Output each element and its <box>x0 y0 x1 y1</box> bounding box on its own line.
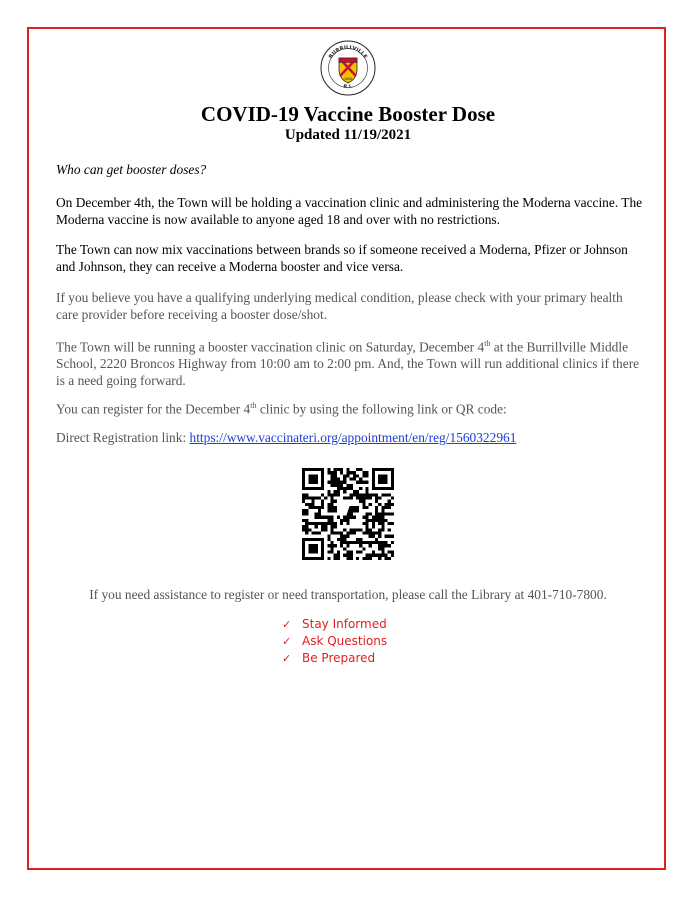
checkmark-icon: ✓ <box>282 618 292 631</box>
checkmark-icon: ✓ <box>282 652 292 665</box>
town-seal-icon <box>320 40 376 96</box>
checklist-item <box>282 633 387 650</box>
clinic-text-start: The Town will be running a booster vaccination clinic on Saturday, December 4 <box>56 339 485 355</box>
checklist-label: Be Prepared <box>302 651 376 665</box>
checklist-label: Ask Questions <box>302 634 388 648</box>
register-date-suffix: th <box>250 401 257 410</box>
clinic-text-end: at the Burrillville Middle School, 2220 Broncos Highway from 10:00 am to 2:00 pm. And, the Town will run additional clinics if there is a need going forward. <box>56 339 640 389</box>
dinosaur-icon <box>337 503 362 528</box>
paragraph-mix-brands: The Town can now mix vaccinations between brands so if someone received a Moderna, Pfizer or Johnson and Johnson, they can receive a Moderna booster and vice versa. <box>56 242 628 274</box>
register-text-start: You can register for the December 4 <box>56 401 251 417</box>
paragraph-clinic: On December 4th, the Town will be holding a vaccination clinic and administering the Moderna vaccine. The Moderna vaccine is now available to anyone aged 18 and over with no restrictions. <box>56 195 643 227</box>
checklist-label: Stay Informed <box>302 617 387 631</box>
clinic-date-suffix: th <box>484 339 491 348</box>
checklist-item <box>282 616 387 633</box>
registration-link[interactable]: https://www.vaccinateri.org/appointment/en/reg/1560322961 <box>189 430 517 445</box>
paragraph-register <box>56 397 646 417</box>
question-heading: Who can get booster doses? <box>56 162 207 177</box>
paragraph-medical-condition: If you believe you have a qualifying underlying medical condition, please check with your primary health care provider before receiving a booster dose/shot. <box>56 290 623 322</box>
qr-code-icon[interactable] <box>302 468 394 560</box>
paragraph-booster-clinic <box>56 335 646 389</box>
checklist-item <box>282 650 387 667</box>
updated-date: Updated 11/19/2021 <box>284 127 412 143</box>
assistance-text: If you need assistance to register or need transportation, please call the Library at 401-710-7800. <box>89 587 607 602</box>
svg-text:R.I. <box>343 84 354 91</box>
seal-bottom-text: R.I. <box>342 83 354 91</box>
page-title: COVID-19 Vaccine Booster Dose <box>200 102 496 126</box>
checklist <box>282 616 387 667</box>
registration-line <box>56 429 646 446</box>
page-border <box>27 27 666 870</box>
registration-label: Direct Registration link: <box>56 430 190 445</box>
checkmark-icon: ✓ <box>282 635 292 648</box>
seal-top-text: BURRILLVILLE <box>328 44 368 60</box>
register-text-end: clinic by using the following link or QR code: <box>256 401 507 417</box>
seal-year: 1806 <box>343 77 353 81</box>
